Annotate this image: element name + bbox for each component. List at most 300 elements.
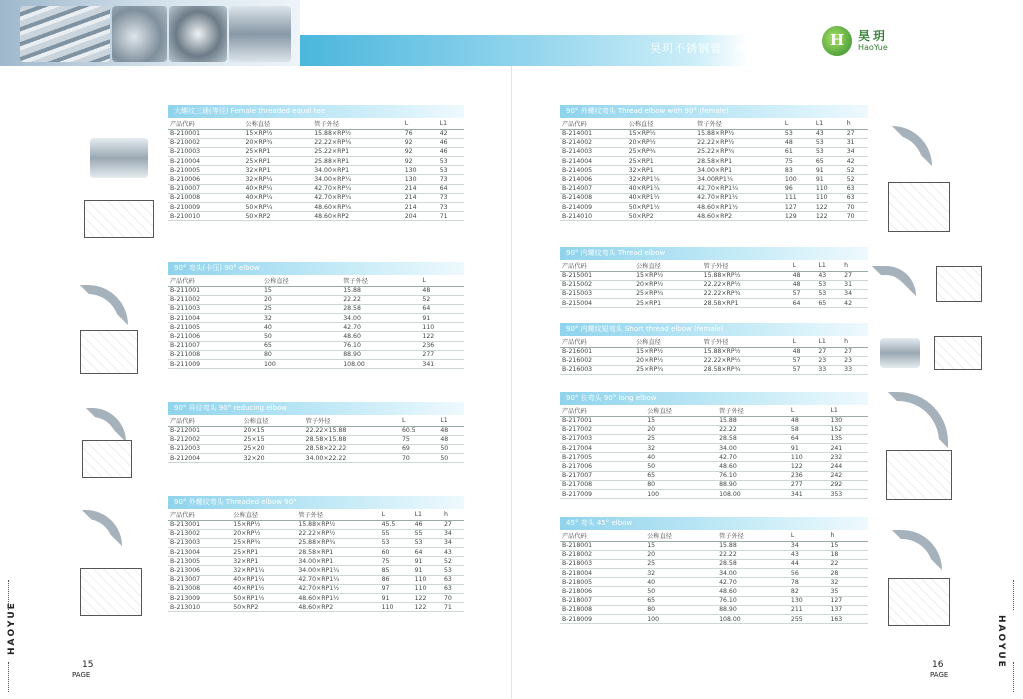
table-cell: 63 [845, 184, 868, 193]
column-header: 产品代码 [168, 118, 243, 129]
table-cell: 25.88×RP¾ [296, 538, 379, 547]
column-header: 产品代码 [560, 118, 627, 129]
table-cell: 50×RP2 [627, 212, 695, 221]
table-row [168, 454, 464, 463]
column-header: 管子外径 [702, 336, 791, 347]
table-cell: 70 [845, 212, 868, 221]
table-row [560, 166, 868, 175]
table-row [168, 314, 464, 323]
table-cell: B-216003 [560, 365, 634, 374]
table-cell: 53 [438, 166, 464, 175]
table-cell: B-217003 [560, 434, 645, 443]
table-row [560, 347, 868, 356]
table-cell: 61 [783, 147, 814, 156]
table-cell: B-210005 [168, 166, 243, 175]
table-cell: 48 [420, 286, 464, 295]
table-cell: B-210010 [168, 212, 243, 221]
table-row [560, 596, 868, 605]
table-cell: B-215001 [560, 271, 634, 280]
table-cell: 52 [845, 166, 868, 175]
table-cell: 34.00 [717, 444, 789, 453]
table-cell: 22.22×RP½ [702, 280, 791, 289]
column-header: 管子外径 [702, 260, 791, 271]
table-cell: 100 [262, 360, 341, 369]
table-row [560, 289, 868, 298]
table-cell: 32×RP1¼ [627, 175, 695, 184]
table-cell: 44 [789, 559, 829, 568]
table-cell: B-218006 [560, 587, 645, 596]
column-header: L [420, 275, 464, 286]
table-cell: B-211007 [168, 341, 262, 350]
elbow-photo [80, 285, 128, 325]
table-cell: 42 [845, 157, 868, 166]
column-header: 管子外径 [695, 118, 783, 129]
table-cell: B-217004 [560, 444, 645, 453]
column-header: L1 [816, 260, 842, 271]
table-row [560, 147, 868, 156]
table-cell: 53 [783, 129, 814, 138]
table-header-row [168, 275, 464, 286]
brand-logo-icon: H [822, 26, 852, 56]
table-cell: 211 [789, 605, 829, 614]
table-cell: B-217006 [560, 462, 645, 471]
table-cell: 28.58×RP1 [702, 299, 791, 308]
section-threaded-elbow [168, 496, 464, 612]
table-cell: 277 [789, 480, 829, 489]
table-row [168, 323, 464, 332]
column-header: 管子外径 [717, 530, 789, 541]
table-cell: 34.00×RP1 [695, 166, 783, 175]
table-cell: 52 [442, 557, 464, 566]
table-cell: 23 [842, 356, 868, 365]
banner-photo-strip [0, 0, 300, 66]
table-row [560, 299, 868, 308]
table-row [168, 575, 464, 584]
table-cell: 20×RP¾ [243, 138, 312, 147]
table-cell: 32 [262, 314, 341, 323]
table-cell: B-212004 [168, 454, 242, 463]
spec-table [560, 118, 868, 221]
side-brand-left: HAOYUE [7, 601, 17, 655]
table-cell: B-211005 [168, 323, 262, 332]
table-row [560, 280, 868, 289]
section-short-thread-elbow [560, 323, 868, 375]
table-cell: 27 [842, 347, 868, 356]
table-cell: 78 [789, 578, 829, 587]
table-header-row [560, 260, 868, 271]
table-cell: 25×RP¾ [231, 538, 296, 547]
thread-elbow-drawing [936, 266, 982, 302]
section-thread-elbow [560, 247, 868, 308]
table-cell: 48 [783, 138, 814, 147]
table-row [168, 157, 464, 166]
table-cell: 127 [828, 596, 868, 605]
table-row [560, 587, 868, 596]
table-cell: 53 [816, 280, 842, 289]
table-cell: 15 [262, 286, 341, 295]
table-cell: B-214003 [560, 147, 627, 156]
table-row [560, 138, 868, 147]
table-cell: 22.22×RP½ [702, 356, 791, 365]
table-row [168, 566, 464, 575]
table-header-row [560, 530, 868, 541]
table-cell: B-218001 [560, 541, 645, 550]
table-cell: 33 [816, 365, 842, 374]
column-header: L1 [438, 415, 464, 426]
table-cell: 42.70 [717, 453, 789, 462]
table-cell: 15 [645, 541, 717, 550]
section-reducing-elbow [168, 402, 464, 463]
table-cell: 64 [413, 548, 442, 557]
table-cell: 91 [789, 444, 829, 453]
table-row [560, 550, 868, 559]
column-header: 公称直径 [242, 415, 304, 426]
table-cell: B-211006 [168, 332, 262, 341]
table-row [168, 594, 464, 603]
table-cell: 40 [262, 323, 341, 332]
table-cell: 42.70×RP1½ [695, 193, 783, 202]
table-cell: 85 [380, 566, 413, 575]
table-cell: 76 [403, 129, 438, 138]
45-elbow-drawing [888, 578, 950, 626]
table-cell: 64 [791, 299, 817, 308]
table-cell: 25 [645, 434, 717, 443]
table-cell: 341 [420, 360, 464, 369]
table-cell: 71 [438, 212, 464, 221]
table-cell: B-214002 [560, 138, 627, 147]
section-threaded-tee [168, 105, 464, 221]
table-cell: 32 [645, 569, 717, 578]
table-cell: 22.22×RP¾ [702, 289, 791, 298]
table-cell: 130 [828, 416, 868, 425]
dotted-rule [8, 662, 9, 692]
table-cell: 20×15 [242, 426, 304, 435]
table-cell: 50×RP1½ [627, 203, 695, 212]
table-cell: B-214007 [560, 184, 627, 193]
table-header-row [168, 415, 464, 426]
table-cell: 63 [442, 575, 464, 584]
table-cell: 130 [789, 596, 829, 605]
table-cell: B-213007 [168, 575, 231, 584]
table-cell: B-214010 [560, 212, 627, 221]
table-cell: 32 [645, 444, 717, 453]
column-header: 公称直径 [262, 275, 341, 286]
table-cell: 34 [845, 147, 868, 156]
table-cell: 92 [403, 157, 438, 166]
table-cell: 48.60×RP¼ [312, 203, 403, 212]
column-header: h [828, 530, 868, 541]
table-cell: 50 [645, 462, 717, 471]
dotted-rule [1013, 580, 1014, 610]
column-header: L1 [413, 509, 442, 520]
table-cell: 22.22×RP¾ [312, 138, 403, 147]
table-row [168, 520, 464, 529]
threaded-elbow-photo [82, 510, 122, 546]
table-row [560, 615, 868, 624]
table-cell: 97 [380, 584, 413, 593]
table-cell: 48.60×RP1½ [296, 594, 379, 603]
table-cell: 50×RP¼ [243, 203, 312, 212]
table-row [560, 175, 868, 184]
page-number-left: 15 [82, 660, 94, 670]
table-cell: B-217002 [560, 425, 645, 434]
table-cell: 64 [438, 184, 464, 193]
short-elbow-drawing [934, 336, 982, 370]
table-cell: 40×RP¼ [243, 193, 312, 202]
table-cell: 40×RP1½ [231, 584, 296, 593]
table-row [560, 541, 868, 550]
tee-photo [229, 6, 291, 62]
table-cell: 32×RP1 [231, 557, 296, 566]
table-cell: 34.00×RP1 [312, 166, 403, 175]
table-cell: 122 [814, 203, 845, 212]
table-cell: 100 [783, 175, 814, 184]
page-label-left: PAGE [72, 671, 91, 679]
table-cell: 28.58×RP1 [296, 548, 379, 557]
column-header: 公称直径 [243, 118, 312, 129]
table-header-row [560, 405, 868, 416]
table-cell: 15.88×RP½ [702, 271, 791, 280]
column-header: 产品代码 [560, 530, 645, 541]
table-cell: 122 [814, 212, 845, 221]
table-cell: 241 [828, 444, 868, 453]
table-cell: 25×RP1 [231, 548, 296, 557]
table-cell: 20×RP½ [627, 138, 695, 147]
table-cell: B-210001 [168, 129, 243, 138]
column-header: L [403, 118, 438, 129]
table-row [560, 434, 868, 443]
column-header: 产品代码 [168, 509, 231, 520]
table-cell: 40×RP1¼ [627, 184, 695, 193]
column-header: 产品代码 [168, 415, 242, 426]
table-cell: B-212002 [168, 435, 242, 444]
table-cell: 32×RP1 [243, 166, 312, 175]
table-cell: B-213009 [168, 594, 231, 603]
table-cell: 43 [442, 548, 464, 557]
table-cell: 91 [380, 594, 413, 603]
table-cell: 23 [816, 356, 842, 365]
table-cell: B-214006 [560, 175, 627, 184]
table-cell: 57 [791, 365, 817, 374]
column-header: 管子外径 [717, 405, 789, 416]
table-cell: B-213005 [168, 557, 231, 566]
table-cell: 15×RP½ [634, 271, 702, 280]
table-cell: 25×RP1 [243, 147, 312, 156]
table-cell: B-215004 [560, 299, 634, 308]
table-cell: 34.00×22.22 [304, 454, 400, 463]
table-cell: 96 [783, 184, 814, 193]
table-row [168, 286, 464, 295]
table-row [168, 444, 464, 453]
table-row [560, 490, 868, 499]
fittings-photo [112, 6, 167, 62]
table-cell: B-210004 [168, 157, 243, 166]
column-header: L [400, 415, 438, 426]
table-header-row [168, 509, 464, 520]
table-row [168, 435, 464, 444]
column-header: L [380, 509, 413, 520]
table-cell: 42.70×RP1½ [296, 584, 379, 593]
table-cell: B-214008 [560, 193, 627, 202]
table-cell: 28.58 [717, 559, 789, 568]
table-cell: 122 [413, 603, 442, 612]
table-cell: B-213003 [168, 538, 231, 547]
table-row [168, 212, 464, 221]
table-cell: 43 [814, 129, 845, 138]
table-cell: 20 [262, 295, 341, 304]
table-cell: 64 [420, 304, 464, 313]
table-cell: 50 [262, 332, 341, 341]
column-header: 管子外径 [296, 509, 379, 520]
table-cell: 33 [842, 365, 868, 374]
table-row [168, 304, 464, 313]
table-cell: B-213001 [168, 520, 231, 529]
table-cell: 34.00×RP¼ [312, 175, 403, 184]
page-fold [511, 66, 512, 699]
table-cell: 75 [783, 157, 814, 166]
table-row [560, 416, 868, 425]
slogan: 昊玥不锈钢管 · 创享品质生活 [650, 42, 808, 55]
table-cell: 32×RP1 [627, 166, 695, 175]
table-cell: 40 [645, 578, 717, 587]
table-row [168, 193, 464, 202]
table-cell: 34.00 [341, 314, 420, 323]
table-cell: 42 [842, 299, 868, 308]
table-cell: 25×RP¾ [634, 365, 702, 374]
table-cell: 25×15 [242, 435, 304, 444]
table-row [168, 295, 464, 304]
section-title: 大螺纹三通(等径) Female threaded equal tee [168, 105, 464, 118]
tee-fitting-photo [90, 138, 148, 178]
table-cell: 48.60×RP1½ [695, 203, 783, 212]
table-cell: 130 [403, 166, 438, 175]
table-cell: 53 [814, 147, 845, 156]
table-cell: B-214009 [560, 203, 627, 212]
table-cell: 163 [828, 615, 868, 624]
table-cell: 48 [791, 271, 817, 280]
table-cell: B-210006 [168, 175, 243, 184]
column-header: L [789, 405, 829, 416]
table-cell: B-211008 [168, 350, 262, 359]
table-cell: 15×RP½ [231, 520, 296, 529]
table-cell: 15.88 [341, 286, 420, 295]
column-header: L1 [814, 118, 845, 129]
table-cell: 40 [645, 453, 717, 462]
thread-elbow-photo [872, 266, 916, 296]
table-cell: 110 [420, 323, 464, 332]
table-cell: 15×RP½ [243, 129, 312, 138]
table-cell: 15 [828, 541, 868, 550]
table-cell: 88.90 [717, 480, 789, 489]
table-cell: 42 [438, 129, 464, 138]
column-header: L [791, 336, 817, 347]
table-cell: 122 [789, 462, 829, 471]
table-cell: 27 [845, 129, 868, 138]
table-cell: 70 [400, 454, 438, 463]
table-cell: 43 [789, 550, 829, 559]
table-row [168, 557, 464, 566]
table-cell: 292 [828, 480, 868, 489]
table-cell: 65 [262, 341, 341, 350]
table-cell: B-213004 [168, 548, 231, 557]
table-cell: 91 [814, 175, 845, 184]
table-cell: 34 [442, 538, 464, 547]
table-cell: 50×RP2 [243, 212, 312, 221]
column-header: h [442, 509, 464, 520]
table-cell: B-217007 [560, 471, 645, 480]
long-elbow-photo [888, 392, 948, 448]
table-header-row [168, 118, 464, 129]
table-cell: 48.60 [717, 587, 789, 596]
table-row [168, 529, 464, 538]
table-row [560, 425, 868, 434]
table-cell: B-218007 [560, 596, 645, 605]
spec-table [560, 336, 868, 375]
table-cell: 25×RP¾ [634, 289, 702, 298]
table-cell: 70 [442, 594, 464, 603]
column-header: L1 [438, 118, 464, 129]
table-cell: B-216001 [560, 347, 634, 356]
table-cell: 137 [828, 605, 868, 614]
table-cell: 244 [828, 462, 868, 471]
table-row [168, 350, 464, 359]
table-cell: B-211009 [168, 360, 262, 369]
table-cell: B-218009 [560, 615, 645, 624]
table-cell: 25×RP1 [243, 157, 312, 166]
table-cell: 42.70×RP¼ [312, 193, 403, 202]
spec-table [168, 509, 464, 612]
table-cell: 91 [413, 557, 442, 566]
table-cell: 130 [403, 175, 438, 184]
table-row [560, 203, 868, 212]
table-cell: 129 [783, 212, 814, 221]
spec-table [168, 275, 464, 369]
table-row [560, 157, 868, 166]
table-cell: B-217009 [560, 490, 645, 499]
tee-drawing [84, 200, 154, 238]
table-cell: 353 [828, 490, 868, 499]
table-cell: 50×RP1½ [231, 594, 296, 603]
table-cell: 20×RP½ [634, 356, 702, 365]
table-cell: B-212001 [168, 426, 242, 435]
table-cell: 46 [438, 147, 464, 156]
table-cell: B-211003 [168, 304, 262, 313]
table-row [560, 569, 868, 578]
table-cell: 28.58×22.22 [304, 444, 400, 453]
table-cell: 91 [814, 166, 845, 175]
table-cell: 42.70 [341, 323, 420, 332]
table-cell: 53 [413, 538, 442, 547]
table-cell: 71 [442, 603, 464, 612]
table-cell: B-218003 [560, 559, 645, 568]
table-cell: 92 [403, 147, 438, 156]
table-cell: 42.70×RP1¼ [296, 575, 379, 584]
table-row [168, 341, 464, 350]
table-cell: 214 [403, 203, 438, 212]
table-cell: B-210003 [168, 147, 243, 156]
table-cell: B-211004 [168, 314, 262, 323]
table-cell: 22.22×RP½ [296, 529, 379, 538]
column-header: 公称直径 [231, 509, 296, 520]
table-cell: 88.90 [341, 350, 420, 359]
table-cell: 40×RP¼ [243, 184, 312, 193]
table-cell: 15.88×RP½ [312, 129, 403, 138]
table-cell: 110 [789, 453, 829, 462]
section-title: 90° 异径弯头 90° reducing elbow [168, 402, 464, 415]
table-row [168, 360, 464, 369]
table-cell: 65 [645, 471, 717, 480]
table-row [560, 184, 868, 193]
